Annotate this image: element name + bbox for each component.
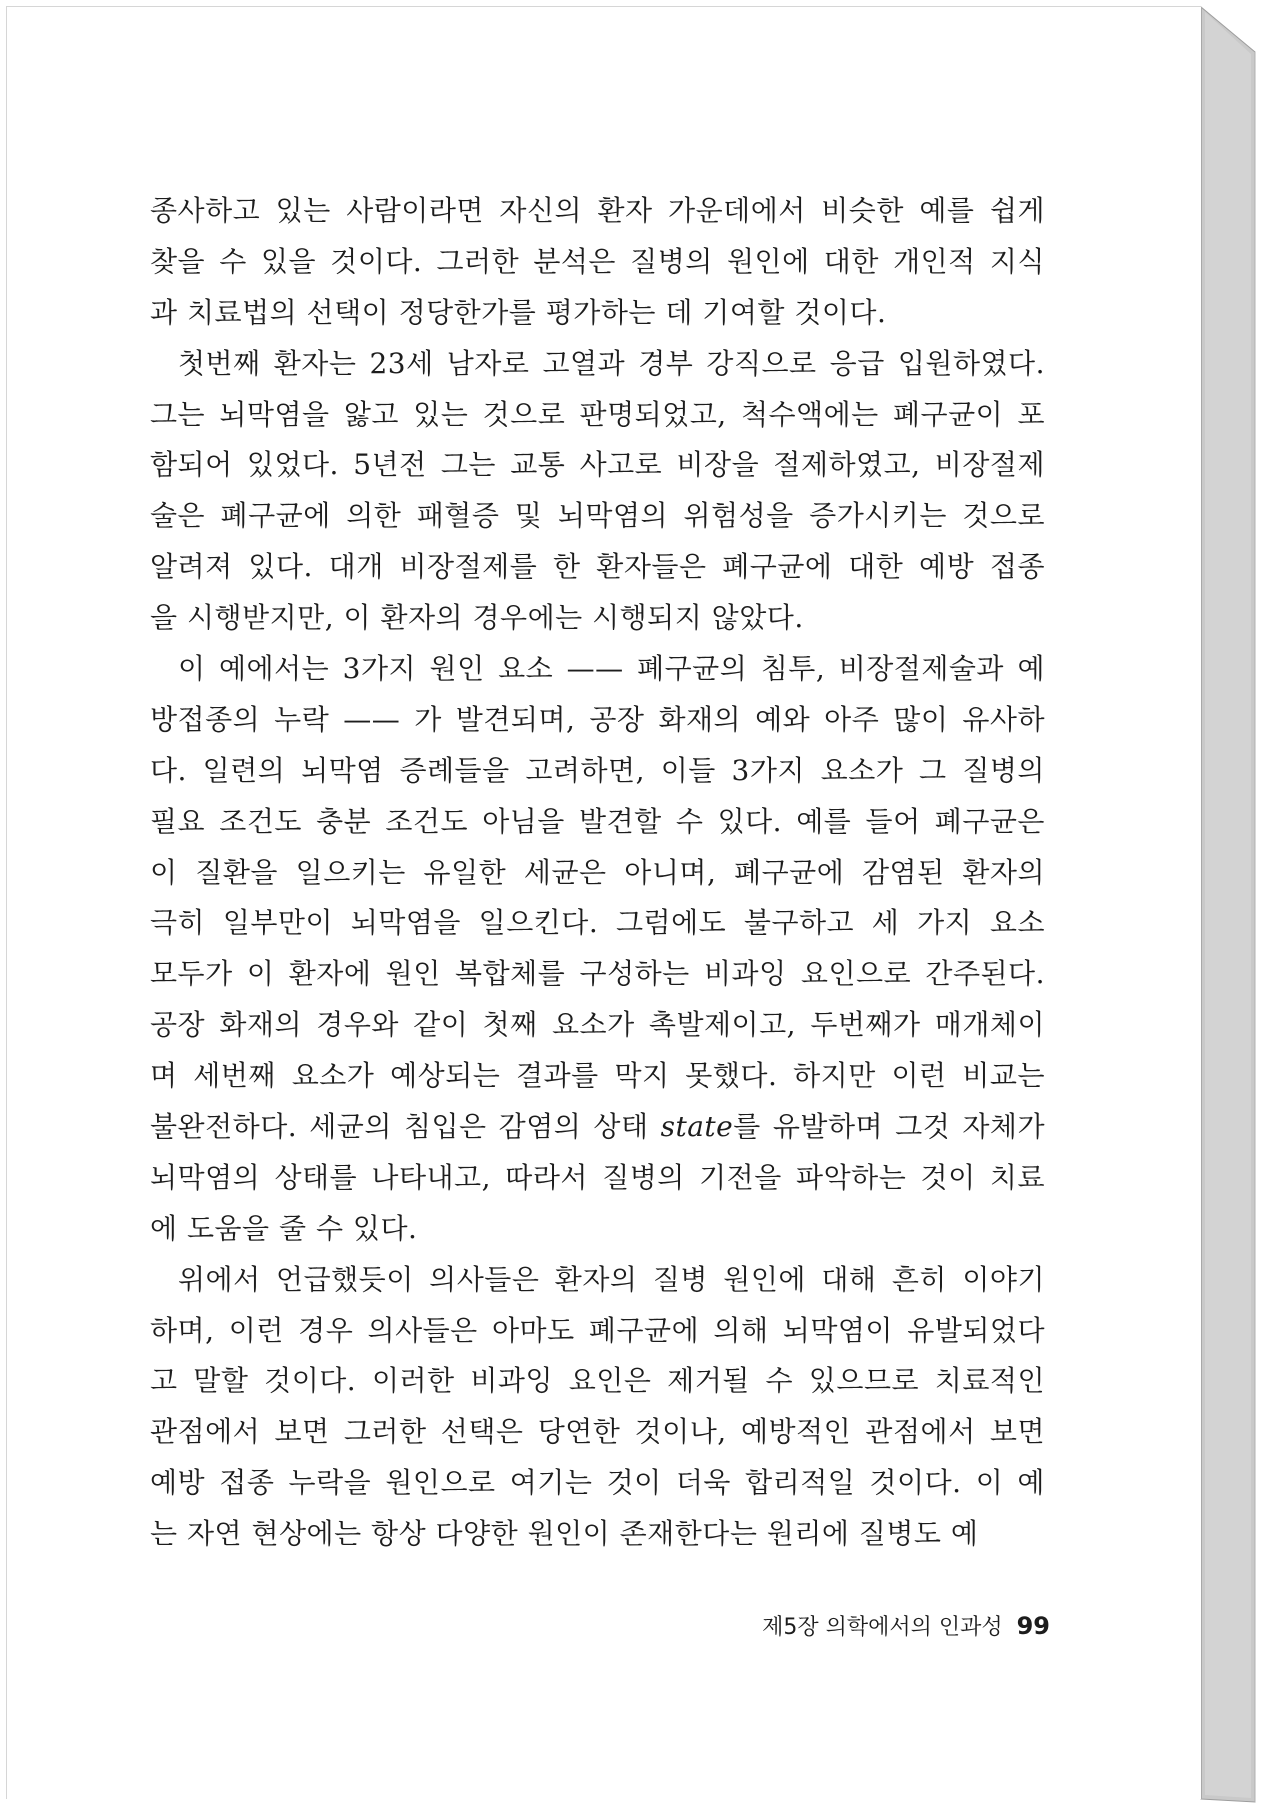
text-line: 과 치료법의 선택이 정당한가를 평가하는 데 기여할 것이다. [150, 295, 887, 329]
text-line: 찾을 수 있을 것이다. 그러한 분석은 질병의 원인에 대한 개인적 지식 [150, 244, 1045, 278]
text-line: 위에서 언급했듯이 의사들은 환자의 질병 원인에 대해 흔히 이야기 [178, 1262, 1045, 1296]
text-line: 종사하고 있는 사람이라면 자신의 환자 가운데에서 비슷한 예를 쉽게 [150, 194, 1045, 227]
text-line: 을 시행받지만, 이 환자의 경우에는 시행되지 않았다. [150, 601, 804, 635]
text-line: 다. 일련의 뇌막염 증례들을 고려하면, 이들 3가지 요소가 그 질병의 [150, 753, 1045, 787]
text-line: 필요 조건도 충분 조건도 아님을 발견할 수 있다. 예를 들어 폐구균은 [150, 804, 1045, 838]
text-run: 를 유발하며 그것 자체가 [733, 1110, 1045, 1144]
text-line: 알려져 있다. 대개 비장절제를 한 환자들은 폐구균에 대한 예방 접종 [150, 550, 1045, 584]
text-line: 며 세번째 요소가 예상되는 결과를 막지 못했다. 하지만 이런 비교는 [150, 1059, 1045, 1093]
running-footer [720, 1606, 1050, 1646]
text-line: 첫번째 환자는 23세 남자로 고열과 경부 강직으로 응급 입원하였다. [178, 346, 1045, 380]
text-line [150, 1102, 1045, 1153]
text-line: 에 도움을 줄 수 있다. [150, 1211, 418, 1245]
text-run: 불완전하다. 세균의 침입은 감염의 상태 [150, 1110, 661, 1144]
text-line: 는 자연 현상에는 항상 다양한 원인이 존재한다는 원리에 질병도 예 [150, 1517, 979, 1551]
text-line: 극히 일부만이 뇌막염을 일으킨다. 그럼에도 불구하고 세 가지 요소 [150, 906, 1045, 940]
text-line: 하며, 이런 경우 의사들은 아마도 폐구균에 의해 뇌막염이 유발되었다 [150, 1313, 1045, 1347]
text-line: 이 질환을 일으키는 유일한 세균은 아니며, 폐구균에 감염된 환자의 [150, 855, 1045, 889]
text-line: 공장 화재의 경우와 같이 첫째 요소가 촉발제이고, 두번째가 매개체이 [150, 1008, 1045, 1042]
text-line: 이 예에서는 3가지 원인 요소 —— 폐구균의 침투, 비장절제술과 예 [178, 652, 1045, 686]
chapter-title: 제5장 의학에서의 인과성 [762, 1615, 1003, 1640]
page-number: 99 [1016, 1612, 1050, 1640]
text-line: 뇌막염의 상태를 나타내고, 따라서 질병의 기전을 파악하는 것이 치료 [150, 1160, 1045, 1194]
text-line: 그는 뇌막염을 앓고 있는 것으로 판명되었고, 척수액에는 폐구균이 포 [150, 397, 1045, 431]
body-text [150, 186, 1045, 1560]
text-line: 모두가 이 환자에 원인 복합체를 구성하는 비과잉 요인으로 간주된다. [150, 957, 1045, 991]
text-line: 함되어 있었다. 5년전 그는 교통 사고로 비장을 절제하였고, 비장절제 [150, 448, 1045, 482]
text-line: 술은 폐구균에 의한 패혈증 및 뇌막염의 위험성을 증가시키는 것으로 [150, 499, 1045, 533]
text-line: 방접종의 누락 —— 가 발견되며, 공장 화재의 예와 아주 많이 유사하 [150, 702, 1045, 736]
text-line: 관점에서 보면 그러한 선택은 당연한 것이나, 예방적인 관점에서 보면 [150, 1415, 1045, 1449]
text-line: 예방 접종 누락을 원인으로 여기는 것이 더욱 합리적일 것이다. 이 예 [150, 1466, 1045, 1500]
text-line: 고 말할 것이다. 이러한 비과잉 요인은 제거될 수 있으므로 치료적인 [150, 1364, 1045, 1398]
italic-term: state [660, 1110, 734, 1144]
